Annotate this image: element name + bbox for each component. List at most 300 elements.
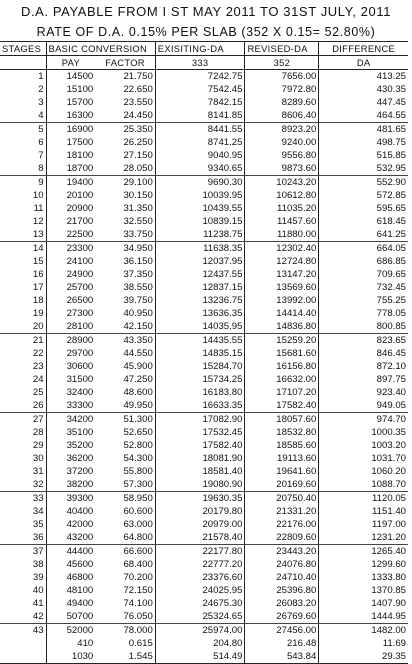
factor-cell: 58.950 [95, 492, 155, 506]
header-factor: FACTOR [95, 56, 155, 70]
stage-cell: 25 [0, 386, 46, 399]
stage-cell: 23 [0, 360, 46, 373]
difference-cell: 1088.70 [319, 478, 408, 492]
difference-cell: 595.65 [376, 203, 406, 214]
existing-da-cell: 15734.25 [155, 373, 245, 386]
difference-cell: 897.75 [376, 374, 406, 385]
factor-cell: 44.550 [95, 347, 155, 360]
revised-da-cell: 16156.80 [245, 360, 319, 373]
pay-cell: 29700 [66, 348, 94, 359]
factor-cell: 52.650 [95, 426, 155, 439]
header-existing-da: EXISITING-DA [155, 42, 245, 56]
existing-da-cell: 24025.95 [155, 584, 245, 597]
revised-da-cell: 17107.20 [245, 386, 319, 399]
revised-da-cell: 16632.00 [245, 373, 319, 386]
factor-cell: 57.300 [95, 478, 155, 492]
revised-da-cell: 19641.60 [245, 465, 319, 478]
revised-da-cell: 8289.60 [245, 96, 319, 109]
revised-da-cell: 7972.80 [245, 83, 319, 96]
stage-cell: 6 [0, 136, 46, 149]
factor-cell: 66.600 [95, 545, 155, 559]
stage-cell: 38 [0, 558, 46, 571]
revised-da-cell: 22176.00 [245, 518, 319, 531]
pay-cell: 42000 [66, 519, 94, 530]
revised-da-cell: 24710.40 [245, 571, 319, 584]
stage-cell: 32 [0, 478, 46, 492]
revised-da-cell: 12302.40 [245, 242, 319, 256]
revised-da-cell: 26769.60 [245, 610, 319, 624]
existing-da-cell: 15284.70 [155, 360, 245, 373]
revised-da-cell: 27456.00 [245, 624, 319, 638]
stage-cell: 17 [0, 281, 46, 294]
difference-cell: 732.45 [376, 282, 406, 293]
existing-da-cell: 7842.15 [155, 96, 245, 109]
difference-cell: 552.90 [376, 177, 406, 188]
existing-da-cell: 25324.65 [155, 610, 245, 624]
difference-cell: 1151.40 [372, 506, 406, 517]
stage-cell: 20 [0, 320, 46, 334]
table-row [0, 465, 408, 478]
existing-da-cell: 10039.95 [155, 189, 245, 202]
existing-da-cell: 13236.75 [155, 294, 245, 307]
revised-da-cell: 216.48 [245, 637, 319, 650]
revised-da-cell: 9240.00 [245, 136, 319, 149]
pay-cell: 27300 [66, 308, 94, 319]
table-row [0, 281, 408, 294]
pay-cell: 44400 [66, 546, 94, 557]
existing-da-cell: 7542.45 [155, 83, 245, 96]
existing-da-cell: 19630.35 [155, 492, 245, 506]
existing-da-cell: 23376.60 [155, 571, 245, 584]
factor-cell: 78.000 [95, 624, 155, 638]
pay-cell: 37200 [66, 466, 94, 477]
stage-cell: 30 [0, 452, 46, 465]
difference-cell: 923.40 [376, 387, 406, 398]
stage-cell: 5 [0, 123, 46, 137]
stage-cell: 22 [0, 347, 46, 360]
difference-cell: 1231.20 [319, 531, 408, 545]
pay-cell: 48100 [66, 585, 94, 596]
revised-da-cell: 18585.60 [245, 439, 319, 452]
existing-da-cell: 10439.55 [155, 202, 245, 215]
stage-cell: 7 [0, 149, 46, 162]
pay-cell: 52000 [66, 625, 94, 636]
pay-cell: 30600 [66, 361, 94, 372]
table-row [0, 360, 408, 373]
stage-cell: 31 [0, 465, 46, 478]
header-pay: PAY [46, 56, 95, 70]
existing-da-cell: 11238.75 [155, 228, 245, 242]
revised-da-cell: 18057.60 [245, 413, 319, 427]
pay-cell: 26500 [66, 295, 94, 306]
pay-cell: 46800 [66, 572, 94, 583]
stage-cell: 40 [0, 584, 46, 597]
existing-da-cell: 12837.15 [155, 281, 245, 294]
table-row [0, 531, 408, 545]
revised-da-cell: 543.84 [245, 650, 319, 664]
table-row [0, 492, 408, 506]
pay-cell: 25700 [66, 282, 94, 293]
factor-cell: 42.150 [95, 320, 155, 334]
stage-cell: 19 [0, 307, 46, 320]
stage-cell: 11 [0, 202, 46, 215]
factor-cell: 51.300 [95, 413, 155, 427]
table-row [0, 386, 408, 399]
table-row [0, 109, 408, 123]
pay-cell: 15100 [66, 84, 94, 95]
difference-cell: 1120.05 [372, 493, 406, 504]
revised-da-cell: 24076.80 [245, 558, 319, 571]
page-title: D.A. PAYABLE FROM I ST MAY 2011 TO 31ST JULY, 2011 [20, 4, 392, 19]
table-row [0, 399, 408, 413]
difference-cell: 664.05 [376, 243, 406, 254]
table-row [0, 307, 408, 320]
revised-da-cell: 8606.40 [245, 109, 319, 123]
stage-cell: 28 [0, 426, 46, 439]
difference-cell: 498.75 [376, 137, 406, 148]
pay-cell: 35100 [66, 427, 94, 438]
da-table [0, 41, 408, 664]
table-row [0, 558, 408, 571]
pay-cell: 35200 [66, 440, 94, 451]
table-row [0, 294, 408, 307]
existing-da-cell: 14835.15 [155, 347, 245, 360]
table-row [0, 571, 408, 584]
factor-cell: 36.150 [95, 255, 155, 268]
factor-cell: 23.550 [95, 96, 155, 109]
factor-cell: 1.545 [95, 650, 155, 664]
pay-cell: 410 [77, 638, 94, 649]
stage-cell: 4 [0, 109, 46, 123]
revised-da-cell: 9873.60 [245, 162, 319, 176]
table-row [0, 373, 408, 386]
stage-cell: 43 [0, 624, 46, 638]
stage-cell: 29 [0, 439, 46, 452]
factor-cell: 38.550 [95, 281, 155, 294]
stage-cell: 39 [0, 571, 46, 584]
header-revised-da: REVISED-DA [245, 42, 319, 56]
existing-da-cell: 22777.20 [155, 558, 245, 571]
pay-cell: 36200 [66, 453, 94, 464]
pay-cell: 18700 [46, 162, 95, 176]
difference-cell: 515.85 [376, 150, 406, 161]
stage-cell: 42 [0, 610, 46, 624]
pay-cell: 14500 [66, 71, 94, 82]
table-row [0, 83, 408, 96]
table-row [0, 189, 408, 202]
existing-da-cell: 14435.55 [155, 334, 245, 348]
stage-cell: 15 [0, 255, 46, 268]
existing-da-cell: 18081.90 [155, 452, 245, 465]
existing-da-cell: 11638.35 [155, 242, 245, 256]
revised-da-cell: 15259.20 [245, 334, 319, 348]
difference-cell: 1333.80 [371, 572, 406, 583]
existing-da-cell: 18581.40 [155, 465, 245, 478]
factor-cell: 0.615 [95, 637, 155, 650]
factor-cell: 52.800 [95, 439, 155, 452]
difference-cell: 1407.90 [371, 598, 406, 609]
stage-cell: 34 [0, 505, 46, 518]
stage-cell: 37 [0, 545, 46, 559]
stage-cell: 3 [0, 96, 46, 109]
pay-cell: 38200 [46, 478, 95, 492]
table-row [0, 347, 408, 360]
difference-cell: 1060.20 [371, 466, 406, 477]
pay-cell: 21700 [66, 216, 94, 227]
revised-da-cell: 22809.60 [245, 531, 319, 545]
table-row [0, 242, 408, 256]
pay-cell: 16900 [66, 124, 94, 135]
factor-cell: 37.350 [95, 268, 155, 281]
existing-da-cell: 14035.95 [155, 320, 245, 334]
pay-cell: 40400 [66, 506, 94, 517]
difference-cell: 755.25 [376, 295, 406, 306]
factor-cell: 32.550 [95, 215, 155, 228]
revised-da-cell: 15681.60 [245, 347, 319, 360]
factor-cell: 43.350 [95, 334, 155, 348]
factor-cell: 22.650 [95, 83, 155, 96]
revised-da-cell: 13147.20 [245, 268, 319, 281]
header-existing-slab: 333 [155, 56, 245, 70]
revised-da-cell: 17582.40 [245, 399, 319, 413]
table-row [0, 597, 408, 610]
factor-cell: 25.350 [95, 123, 155, 137]
factor-cell: 49.950 [95, 399, 155, 413]
table-row [0, 439, 408, 452]
factor-cell: 60.600 [95, 505, 155, 518]
pay-cell: 32400 [66, 387, 94, 398]
existing-da-cell: 16183.80 [155, 386, 245, 399]
table-row [0, 202, 408, 215]
difference-cell: 464.55 [319, 109, 408, 123]
factor-cell: 48.600 [95, 386, 155, 399]
stage-cell: 21 [0, 334, 46, 348]
stage-cell: 9 [0, 176, 46, 190]
table-row [0, 624, 408, 638]
stage-cell: 35 [0, 518, 46, 531]
pay-cell: 43200 [46, 531, 95, 545]
existing-da-cell: 12437.55 [155, 268, 245, 281]
existing-da-cell: 7242.75 [155, 70, 245, 84]
factor-cell: 55.800 [95, 465, 155, 478]
existing-da-cell: 17532.45 [155, 426, 245, 439]
revised-da-cell: 14414.40 [245, 307, 319, 320]
revised-da-cell: 26083.20 [245, 597, 319, 610]
table-row [0, 162, 408, 176]
pay-cell: 33300 [46, 399, 95, 413]
existing-da-cell: 21578.40 [155, 531, 245, 545]
table-row [0, 320, 408, 334]
table-row [0, 650, 408, 664]
pay-cell: 16300 [46, 109, 95, 123]
difference-cell: 1299.60 [371, 559, 406, 570]
header-difference: DIFFERENCE [319, 42, 408, 56]
pay-cell: 31500 [66, 374, 94, 385]
existing-da-cell: 17082.90 [155, 413, 245, 427]
header-basic-conversion: BASIC CONVERSION [46, 42, 155, 56]
factor-cell: 45.900 [95, 360, 155, 373]
difference-cell: 641.25 [319, 228, 408, 242]
table-row [0, 452, 408, 465]
existing-da-cell: 20979.00 [155, 518, 245, 531]
pay-cell: 23300 [66, 243, 94, 254]
factor-cell: 68.400 [95, 558, 155, 571]
header-da: DA [319, 56, 408, 70]
difference-cell: 1003.20 [371, 440, 406, 451]
pay-cell: 28100 [46, 320, 95, 334]
revised-da-cell: 12724.80 [245, 255, 319, 268]
pay-cell: 18100 [66, 150, 94, 161]
factor-cell: 21.750 [95, 70, 155, 84]
existing-da-cell: 19080.90 [155, 478, 245, 492]
difference-cell: 1444.95 [319, 610, 408, 624]
revised-da-cell: 21331.20 [245, 505, 319, 518]
pay-cell: 17500 [66, 137, 94, 148]
factor-cell: 70.200 [95, 571, 155, 584]
existing-da-cell: 17582.40 [155, 439, 245, 452]
header-row-2 [0, 56, 408, 70]
stage-cell: 2 [0, 83, 46, 96]
factor-cell: 29.100 [95, 176, 155, 190]
stage-cell: 41 [0, 597, 46, 610]
factor-cell: 40.950 [95, 307, 155, 320]
revised-da-cell: 23443.20 [245, 545, 319, 559]
difference-cell: 974.70 [376, 414, 406, 425]
header-row-1 [0, 42, 408, 56]
header-stages: STAGES [0, 42, 46, 56]
factor-cell: 30.150 [95, 189, 155, 202]
revised-da-cell: 20169.60 [245, 478, 319, 492]
pay-cell: 49400 [66, 598, 94, 609]
factor-cell: 72.150 [95, 584, 155, 597]
factor-cell: 33.750 [95, 228, 155, 242]
revised-da-cell: 13992.00 [245, 294, 319, 307]
table-row [0, 123, 408, 137]
da-rate-subtitle: RATE OF D.A. 0.15% PER SLAB (352 X 0.15= 52.80%) [36, 25, 376, 39]
existing-da-cell: 13636.35 [155, 307, 245, 320]
existing-da-cell: 9040.95 [155, 149, 245, 162]
stage-cell [0, 650, 46, 664]
factor-cell: 64.800 [95, 531, 155, 545]
revised-da-cell: 11035.20 [245, 202, 319, 215]
difference-cell: 872.10 [376, 361, 406, 372]
existing-da-cell: 514.49 [155, 650, 245, 664]
pay-cell: 15700 [66, 97, 94, 108]
factor-cell: 54.300 [95, 452, 155, 465]
difference-cell: 1482.00 [371, 625, 406, 636]
stage-cell: 14 [0, 242, 46, 256]
difference-cell: 532.95 [319, 162, 408, 176]
existing-da-cell: 25974.00 [155, 624, 245, 638]
stage-cell: 10 [0, 189, 46, 202]
revised-da-cell: 18532.80 [245, 426, 319, 439]
difference-cell: 618.45 [376, 216, 406, 227]
difference-cell: 481.65 [376, 124, 406, 135]
factor-cell: 47.250 [95, 373, 155, 386]
header-blank [0, 56, 46, 70]
table-row [0, 228, 408, 242]
revised-da-cell: 13569.60 [245, 281, 319, 294]
stage-cell: 1 [0, 70, 46, 84]
existing-da-cell: 9340.65 [155, 162, 245, 176]
factor-cell: 28.050 [95, 162, 155, 176]
table-row [0, 637, 408, 650]
stage-cell: 27 [0, 413, 46, 427]
difference-cell: 1031.70 [371, 453, 406, 464]
header-revised-slab: 352 [245, 56, 319, 70]
pay-cell: 34200 [66, 414, 94, 425]
table-row [0, 478, 408, 492]
table-row [0, 426, 408, 439]
pay-cell: 20100 [66, 190, 94, 201]
difference-cell: 778.05 [376, 308, 406, 319]
revised-da-cell: 8923.20 [245, 123, 319, 137]
existing-da-cell: 20179.80 [155, 505, 245, 518]
table-row [0, 149, 408, 162]
pay-cell: 50700 [46, 610, 95, 624]
difference-cell: 1265.40 [371, 546, 406, 557]
stage-cell: 16 [0, 268, 46, 281]
table-row [0, 268, 408, 281]
stage-cell [0, 637, 46, 650]
difference-cell: 823.65 [376, 335, 406, 346]
factor-cell: 26.250 [95, 136, 155, 149]
existing-da-cell: 16633.35 [155, 399, 245, 413]
table-row [0, 518, 408, 531]
difference-cell: 447.45 [376, 97, 406, 108]
table-row [0, 334, 408, 348]
difference-cell: 11.69 [382, 638, 406, 649]
difference-cell: 430.35 [376, 84, 406, 95]
revised-da-cell: 25396.80 [245, 584, 319, 597]
revised-da-cell: 20750.40 [245, 492, 319, 506]
factor-cell: 24.450 [95, 109, 155, 123]
stage-cell: 13 [0, 228, 46, 242]
factor-cell: 27.150 [95, 149, 155, 162]
table-row [0, 70, 408, 84]
stage-cell: 12 [0, 215, 46, 228]
difference-cell: 413.25 [376, 71, 406, 82]
difference-cell: 1000.35 [371, 427, 406, 438]
table-body [0, 70, 408, 664]
difference-cell: 949.05 [319, 399, 408, 413]
difference-cell: 709.65 [376, 269, 406, 280]
pay-cell: 20900 [66, 203, 94, 214]
difference-cell: 846.45 [376, 348, 406, 359]
table-row [0, 215, 408, 228]
difference-cell: 1370.85 [371, 585, 406, 596]
pay-cell: 39300 [66, 493, 94, 504]
factor-cell: 39.750 [95, 294, 155, 307]
pay-cell: 24900 [66, 269, 94, 280]
existing-da-cell: 9690.30 [155, 176, 245, 190]
table-row [0, 505, 408, 518]
revised-da-cell: 11880.00 [245, 228, 319, 242]
revised-da-cell: 10612.80 [245, 189, 319, 202]
difference-cell: 800.85 [319, 320, 408, 334]
factor-cell: 63.000 [95, 518, 155, 531]
difference-cell: 686.85 [376, 256, 406, 267]
table-row [0, 136, 408, 149]
pay-cell: 45600 [66, 559, 94, 570]
revised-da-cell: 10243.20 [245, 176, 319, 190]
factor-cell: 74.100 [95, 597, 155, 610]
factor-cell: 34.950 [95, 242, 155, 256]
stage-cell: 24 [0, 373, 46, 386]
table-row [0, 610, 408, 624]
table-row [0, 584, 408, 597]
revised-da-cell: 14836.80 [245, 320, 319, 334]
